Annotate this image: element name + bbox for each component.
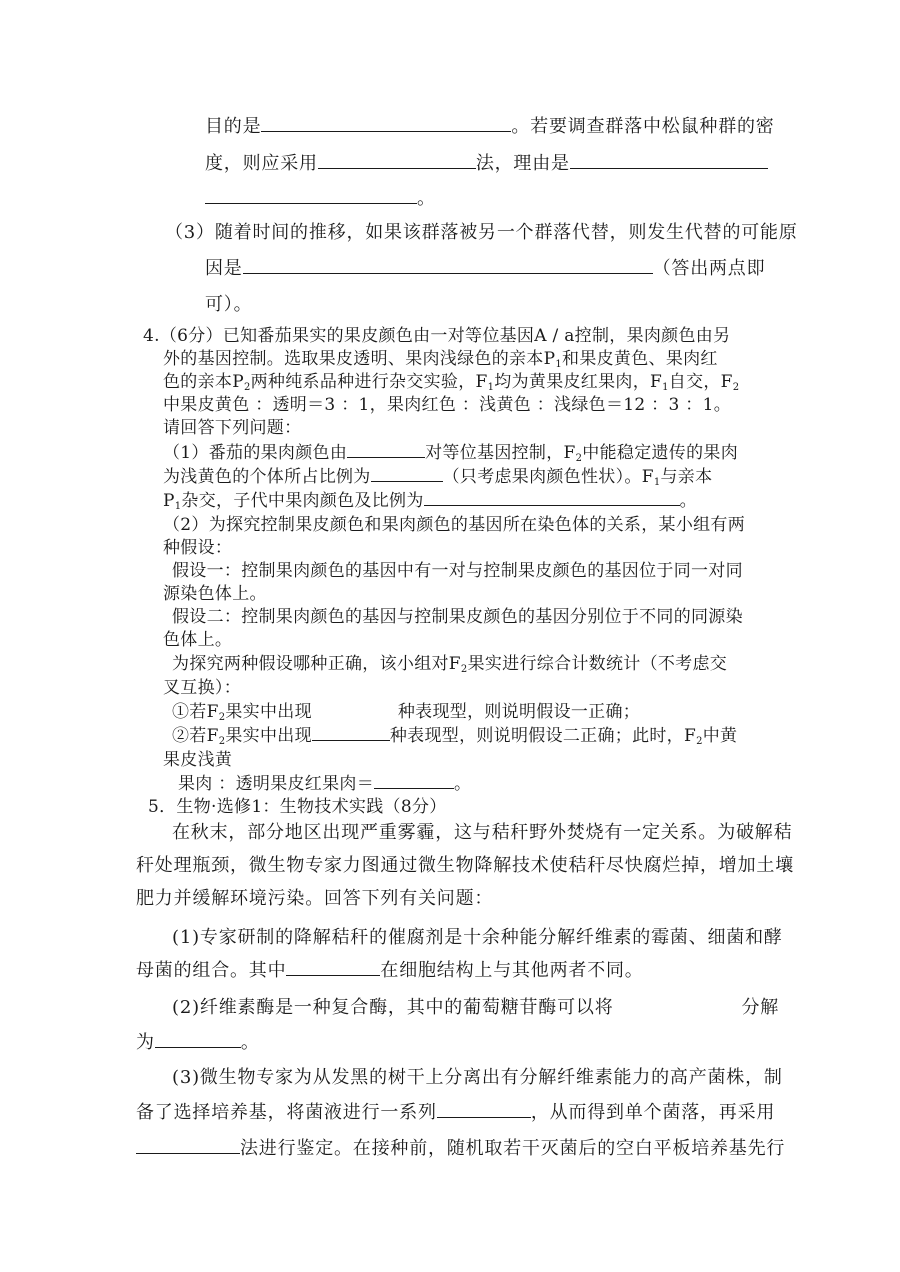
subscript: 2 xyxy=(696,736,703,747)
text-line xyxy=(178,773,471,795)
subscript: 2 xyxy=(575,453,583,464)
text-line xyxy=(172,997,779,1019)
text-segment: 假设二：控制果肉颜色的基因与控制果皮颜色的基因分别位于不同的同源染 xyxy=(172,607,743,627)
text-segment: 备了选择培养基，将菌液进行一系列 xyxy=(136,1102,437,1123)
text-segment: (1)专家研制的降解秸秆的催腐剂是十余种能分解纤维素的霉菌、细菌和酵 xyxy=(172,927,783,948)
text-line xyxy=(205,188,436,210)
text-segment: 为探究两种假设哪种正确，该小组对F xyxy=(172,654,461,674)
text-line xyxy=(136,855,794,877)
text-segment: （答出两点即 xyxy=(652,258,766,279)
text-segment: 5．生物·选修1：生物技术实践（8分） xyxy=(148,797,447,817)
text-line xyxy=(163,749,232,771)
text-segment: 法进行鉴定。在接种前，随机取若干灭菌后的空白平板培养基先行 xyxy=(240,1138,786,1159)
text-segment: 和果皮黄色、果肉红 xyxy=(562,349,718,369)
text-line xyxy=(172,701,640,723)
text-segment: 自交，F xyxy=(668,372,733,392)
text-line xyxy=(163,466,712,488)
text-line xyxy=(163,583,267,605)
text-line xyxy=(205,116,775,138)
text-segment: 。 xyxy=(679,491,697,511)
text-segment: 色体上。 xyxy=(163,630,233,650)
text-segment: 假设一：控制果肉颜色的基因中有一对与控制果皮颜色的基因位于同一对同 xyxy=(172,561,743,581)
answer-blank[interactable] xyxy=(347,442,425,458)
text-line xyxy=(172,560,743,582)
answer-blank[interactable] xyxy=(261,116,511,132)
text-line xyxy=(136,1102,775,1124)
text-line xyxy=(163,629,232,651)
answer-blank[interactable] xyxy=(155,1032,241,1048)
question-4-line xyxy=(143,325,730,347)
text-segment: 均为黄果皮红果肉，F xyxy=(494,372,663,392)
text-segment: （3）随着时间的推移，如果该群落被另一个群落代替，则发生代替的可能原 xyxy=(165,222,798,243)
text-line xyxy=(163,417,301,439)
text-segment: 母菌的组合。其中 xyxy=(136,960,287,981)
text-line xyxy=(136,888,493,910)
subscript: 1 xyxy=(555,359,563,370)
subscript: 1 xyxy=(653,477,661,488)
text-segment: 。 xyxy=(417,188,436,209)
text-segment: (2)纤维素酶是一种复合酶，其中的葡萄糖苷酶可以将 xyxy=(172,997,614,1018)
subscript: 2 xyxy=(243,382,251,393)
text-segment: 在细胞结构上与其他两者不同。 xyxy=(380,960,644,981)
answer-blank[interactable] xyxy=(136,1138,240,1154)
answer-blank[interactable] xyxy=(318,153,476,169)
text-segment: 。 xyxy=(240,1032,260,1053)
answer-blank[interactable] xyxy=(286,960,380,976)
text-line xyxy=(172,927,783,949)
text-segment: 可）。 xyxy=(205,294,253,315)
text-segment: 。若要调查群落中松鼠种群的密 xyxy=(511,116,775,137)
text-segment: 中能稳定遗传的果肉 xyxy=(582,443,738,463)
text-line xyxy=(172,653,727,675)
text-line xyxy=(205,294,252,316)
text-line xyxy=(163,677,241,699)
answer-blank[interactable] xyxy=(437,1102,531,1118)
text-segment: 源染色体上。 xyxy=(163,584,267,604)
text-segment: 秆处理瓶颈，微生物专家力图通过微生物降解技术使秸秆尽快腐烂掉，增加土壤 xyxy=(136,855,794,876)
text-segment: 色的亲本P xyxy=(163,372,244,392)
answer-blank[interactable] xyxy=(312,725,390,741)
text-segment: （只考虑果肉颜色性状）。F xyxy=(442,467,654,487)
question-5-title xyxy=(148,796,447,818)
text-line xyxy=(163,514,745,536)
text-segment: 种表现型，则说明假设一正确； xyxy=(397,702,641,722)
text-segment: 对等位基因控制，F xyxy=(425,443,576,463)
text-line xyxy=(163,537,232,559)
answer-blank[interactable] xyxy=(374,773,454,789)
text-line xyxy=(163,394,731,416)
text-line xyxy=(163,371,739,393)
subscript: 2 xyxy=(218,736,226,747)
text-line xyxy=(172,822,792,844)
text-segment: 两种纯系品种进行杂交实验，F xyxy=(250,372,488,392)
text-segment: 果实进行综合计数统计（不考虑交 xyxy=(467,654,728,674)
answer-blank[interactable] xyxy=(243,258,653,274)
text-segment: 度，则应采用 xyxy=(205,153,318,174)
text-segment: 4.（6分）已知番茄果实的果皮颜色由一对等位基因A / a控制，果肉颜色由另 xyxy=(143,326,731,346)
text-segment: ①若F xyxy=(172,702,219,722)
text-segment: 果皮浅黄 xyxy=(163,750,233,770)
text-segment: 。 xyxy=(454,774,472,794)
answer-blank[interactable] xyxy=(424,490,680,506)
text-segment: 外的基因控制。选取果皮透明、果肉浅绿色的亲本P xyxy=(163,349,556,369)
answer-blank[interactable] xyxy=(371,466,443,482)
text-segment: 因是 xyxy=(205,258,243,279)
text-segment: 请回答下列问题： xyxy=(163,418,302,438)
text-line xyxy=(205,258,765,280)
text-line xyxy=(165,222,798,244)
text-segment: P xyxy=(163,491,175,511)
text-line xyxy=(136,1032,260,1054)
text-segment: 为 xyxy=(136,1032,155,1053)
text-line xyxy=(136,1138,785,1160)
text-line xyxy=(172,1067,783,1089)
text-line xyxy=(205,153,768,175)
text-segment: ，从而得到单个菌落，再采用 xyxy=(530,1102,776,1123)
text-line xyxy=(163,490,697,512)
text-segment: 为浅黄色的个体所占比例为 xyxy=(163,467,371,487)
answer-blank[interactable] xyxy=(205,188,417,204)
text-segment: 果实中出现 xyxy=(225,702,312,722)
subscript: 1 xyxy=(174,501,182,512)
text-segment: （1）番茄的果肉颜色由 xyxy=(163,443,348,463)
text-segment: 种表现型，则说明假设二正确；此时，F xyxy=(389,726,697,746)
text-line xyxy=(172,725,737,747)
subscript: 1 xyxy=(487,382,495,393)
subscript: 2 xyxy=(218,712,226,723)
text-segment: 与亲本 xyxy=(660,467,713,487)
text-segment: 果实中出现 xyxy=(225,726,312,746)
text-segment: (3)微生物专家为从发黑的树干上分离出有分解纤维素能力的高产菌株，制 xyxy=(172,1067,783,1088)
text-line xyxy=(163,348,718,370)
text-line xyxy=(136,960,644,982)
text-segment: 分解 xyxy=(741,997,780,1018)
text-segment: 目的是 xyxy=(205,116,262,137)
text-segment: 杂交，子代中果肉颜色及比例为 xyxy=(181,491,424,511)
text-line xyxy=(172,606,743,628)
text-segment: 中果皮黄色 ：透明＝3 ：1，果肉红色 ：浅黄色 ：浅绿色＝12 ：3 ：1。 xyxy=(163,395,732,415)
text-segment: 法，理由是 xyxy=(475,153,570,174)
text-segment: 叉互换）： xyxy=(163,678,241,698)
subscript: 2 xyxy=(460,664,468,675)
text-segment: 果肉 ：透明果皮红果肉＝ xyxy=(178,774,375,794)
text-segment: ②若F xyxy=(172,726,219,746)
text-segment: 中黄 xyxy=(702,726,738,746)
subscript: 1 xyxy=(662,382,669,393)
text-segment: 肥力并缓解环境污染。回答下列有关问题： xyxy=(136,888,494,909)
text-segment: （2）为探究控制果皮颜色和果肉颜色的基因所在染色体的关系，某小组有两 xyxy=(163,515,746,535)
subscript: 2 xyxy=(732,382,740,393)
answer-blank[interactable] xyxy=(570,153,768,169)
text-line xyxy=(163,442,738,464)
text-segment: 在秋末，部分地区出现严重雾霾，这与秸秆野外焚烧有一定关系。为破解秸 xyxy=(172,822,793,843)
text-segment: 种假设： xyxy=(163,538,233,558)
